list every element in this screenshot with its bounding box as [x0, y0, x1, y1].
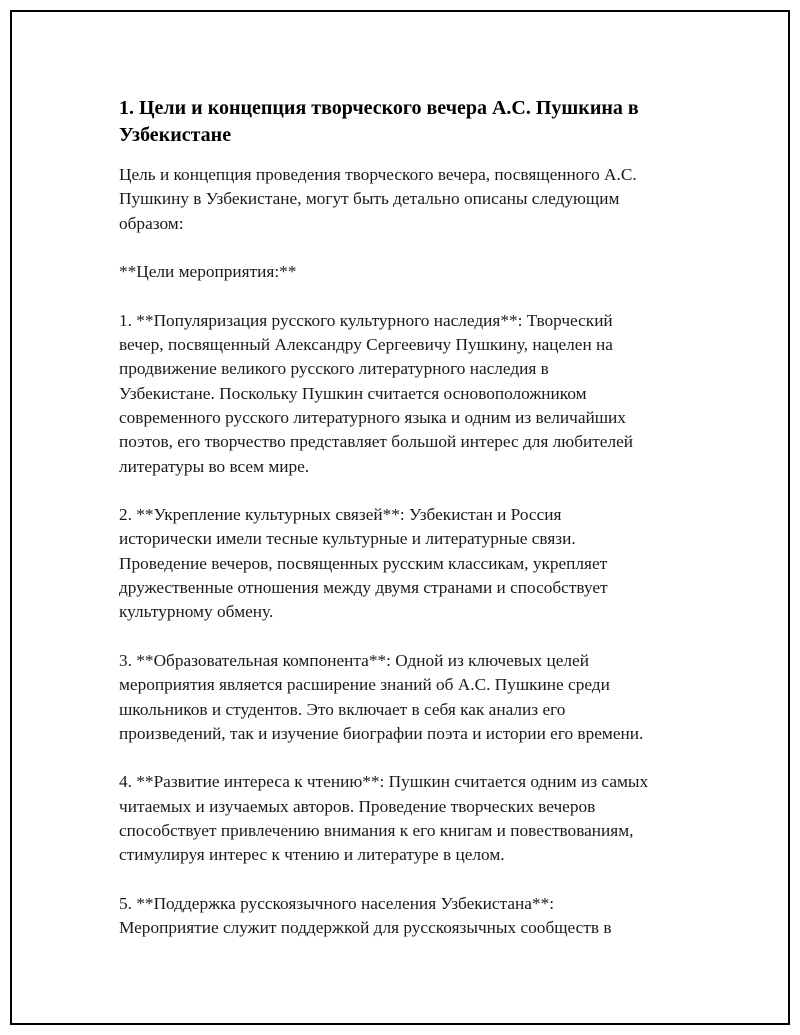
text-line: школьников и студентов. Это включает в себя как анализ его: [119, 699, 566, 719]
document-page: [10, 10, 790, 1025]
text-line: литературы во всем мире.: [119, 456, 310, 476]
goal-5-paragraph: [119, 892, 689, 941]
document-body: [119, 95, 689, 941]
text-line: читаемых и изучаемых авторов. Проведение творческих вечеров: [119, 796, 596, 816]
heading-line: 1. Цели и концепция творческого вечера А.С. Пушкина в: [119, 97, 639, 119]
document-heading: [119, 95, 689, 149]
text-line: продвижение великого русского литературного наследия в: [119, 359, 549, 379]
goal-3-paragraph: [119, 649, 689, 746]
section-label-paragraph: [119, 260, 689, 284]
text-line: дружественные отношения между двумя странами и способствует: [119, 578, 608, 598]
text-line: способствует привлечению внимания к его книгам и повествованиям,: [119, 821, 634, 841]
goal-2-paragraph: [119, 503, 689, 624]
goal-1-paragraph: [119, 309, 689, 479]
text-line: 3. **Образовательная компонента**: Одной из ключевых целей: [119, 650, 589, 670]
intro-paragraph: [119, 163, 689, 236]
text-line: 5. **Поддержка русскоязычного населения Узбекистана**:: [119, 893, 555, 913]
text-line: Проведение вечеров, посвященных русским классикам, укрепляет: [119, 553, 608, 573]
text-line: Узбекистане. Поскольку Пушкин считается основоположником: [119, 383, 587, 403]
text-line: произведений, так и изучение биографии поэта и истории его времени.: [119, 723, 644, 743]
goal-4-paragraph: [119, 770, 689, 867]
text-line: вечер, посвященный Александру Сергеевичу Пушкину, нацелен на: [119, 335, 613, 355]
text-line: исторически имели тесные культурные и литературные связи.: [119, 529, 576, 549]
text-line: мероприятия является расширение знаний об А.С. Пушкине среди: [119, 675, 610, 695]
text-line: **Цели мероприятия:**: [119, 262, 297, 282]
text-line: образом:: [119, 213, 184, 233]
text-line: Пушкину в Узбекистане, могут быть детально описаны следующим: [119, 189, 620, 209]
text-line: Цель и концепция проведения творческого вечера, посвященного А.С.: [119, 165, 637, 184]
heading-line: Узбекистане: [119, 124, 232, 146]
text-line: культурному обмену.: [119, 602, 274, 622]
text-line: современного русского литературного языка и одним из величайших: [119, 407, 626, 427]
text-line: 4. **Развитие интереса к чтению**: Пушкин считается одним из самых: [119, 772, 649, 792]
text-line: 2. **Укрепление культурных связей**: Узбекистан и Россия: [119, 505, 562, 525]
text-line: Мероприятие служит поддержкой для русскоязычных сообществ в: [119, 918, 612, 938]
text-line: стимулируя интерес к чтению и литературе в целом.: [119, 845, 505, 865]
text-line: 1. **Популяризация русского культурного наследия**: Творческий: [119, 310, 613, 330]
text-line: поэтов, его творчество представляет большой интерес для любителей: [119, 432, 634, 452]
